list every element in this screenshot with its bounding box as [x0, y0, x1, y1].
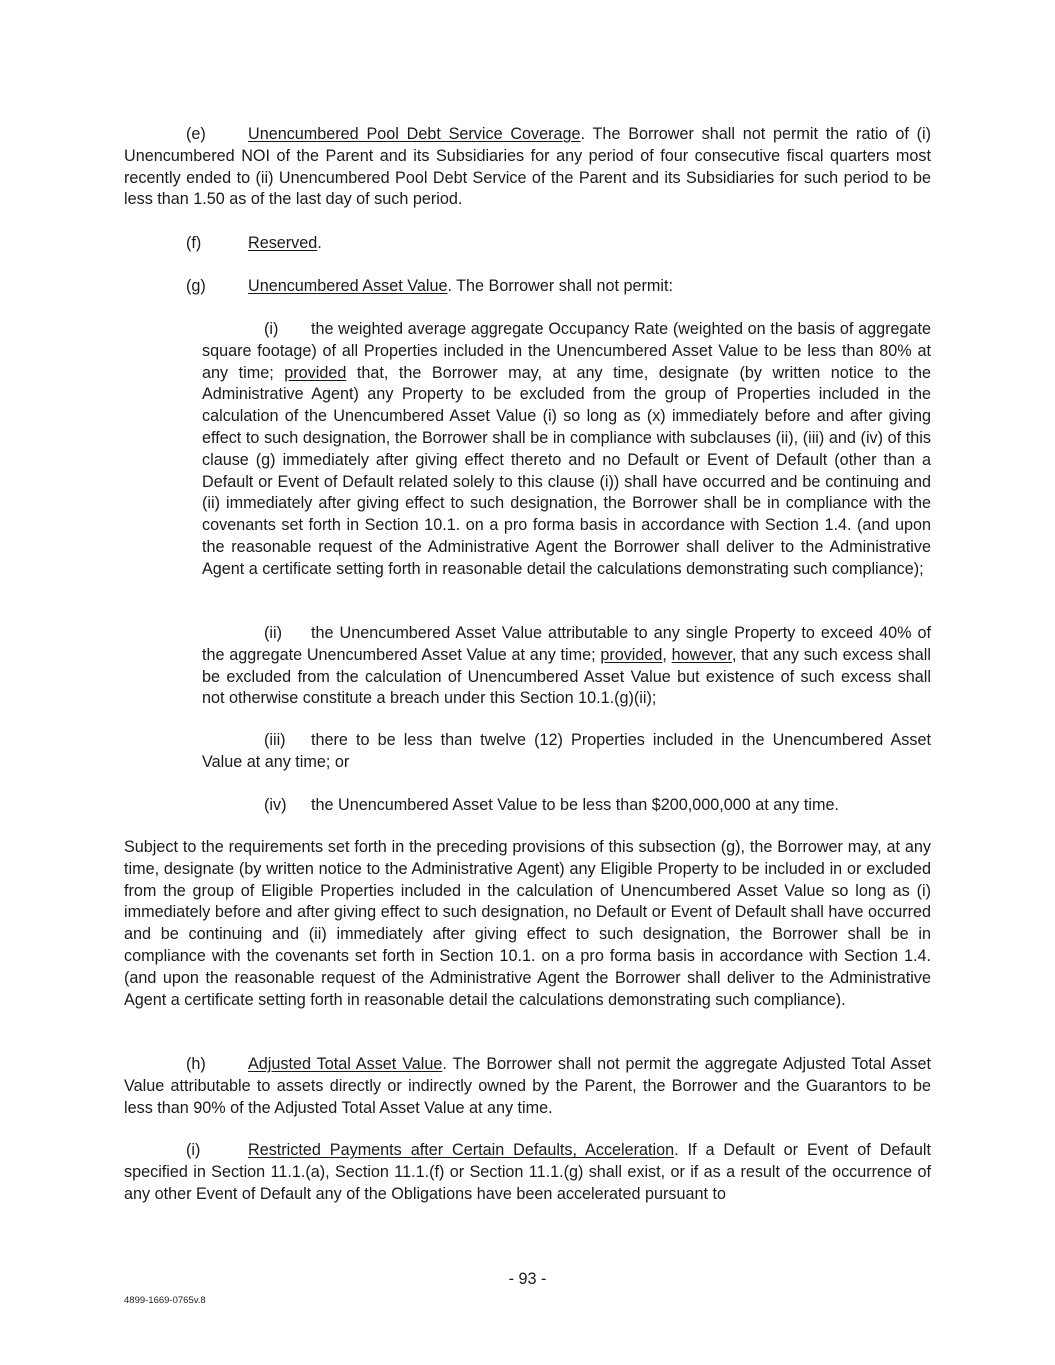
clause-g-title: Unencumbered Asset Value: [248, 277, 448, 295]
clause-i-text: . If a Default or Event of Default specified in Section 11.1.(a), Section 11.1.(f) or Section 11.1.(g) shall exist, or if as a result of the occurrence of any other Event of Default any of the Obligations have been accelerated pursuant to: [124, 1141, 932, 1203]
document-id: 4899-1669-0765v.8: [124, 1295, 206, 1306]
clause-f-label: (f): [186, 234, 202, 252]
clause-g-i-text-a: the weighted average aggregate Occupancy Rate (weighted on the basis of aggregate square footage) of all Properties included in the Unencumbered Asset Value to be less than 80% at any time;: [202, 320, 931, 382]
clause-g-label: (g): [186, 277, 206, 295]
clause-f-title: Reserved: [248, 234, 318, 252]
clause-g-iv-paragraph: [264, 795, 839, 817]
clause-e-label: (e): [186, 125, 206, 143]
clause-g-i-paragraph: [202, 319, 931, 581]
clause-h-text: . The Borrower shall not permit the aggregate Adjusted Total Asset Value attributable to assets directly or indirectly owned by the Parent, the Borrower and the Guarantors to be less than 90% of the Adjusted Total Asset Value at any time.: [124, 1055, 931, 1117]
clause-e-text: . The Borrower shall not permit the ratio of (i) Unencumbered NOI of the Parent and its Subsidiaries for any period of four consecutive fiscal quarters most recently ended to (ii) Unencumbered Pool Debt Service of the Parent and its Subsidiaries for such period to be less than 1.50 as of the last day of such period.: [124, 125, 931, 209]
clause-g-ii-text-a: the Unencumbered Asset Value attributable to any single Property to exceed 40% of the aggregate Unencumbered Asset Value at any time;: [202, 624, 931, 664]
clause-g-iii-label: (iii): [264, 731, 286, 749]
clause-i-paragraph: [124, 1140, 931, 1205]
clause-h-paragraph: [124, 1054, 931, 1119]
clause-f-text: .: [317, 234, 322, 252]
clause-g-ii-label: (ii): [264, 624, 282, 642]
clause-g-ii-paragraph: [202, 623, 931, 710]
clause-g-text: . The Borrower shall not permit:: [447, 277, 673, 295]
clause-h-title: Adjusted Total Asset Value: [248, 1055, 443, 1073]
clause-g-ii-provided: provided: [600, 645, 663, 664]
clause-i-title: Restricted Payments after Certain Defaults, Acceleration: [248, 1141, 675, 1159]
clause-g-iv-label: (iv): [264, 796, 287, 814]
clause-g-i-label: (i): [264, 320, 279, 338]
clause-f-paragraph: [186, 233, 322, 255]
page-number: - 93 -: [508, 1270, 547, 1288]
clause-g-ii-however: however: [671, 645, 732, 664]
clause-g-iii-text: there to be less than twelve (12) Properties included in the Unencumbered Asset Value at any time; or: [202, 731, 931, 771]
clause-i-label: (i): [186, 1141, 201, 1159]
clause-e-title: Unencumbered Pool Debt Service Coverage: [248, 125, 581, 143]
clause-h-label: (h): [186, 1055, 206, 1073]
clause-g-i-provided: provided: [284, 363, 347, 382]
clause-g-ii-comma: ,: [662, 645, 672, 664]
clause-g-i-text-b: that, the Borrower may, at any time, designate (by written notice to the Administrative Agent) any Property to be excluded from the group of Properties included in the calculation of the Unencumbered Asset Value (i) so long as (x) immediately before and after giving effect to such designation, the Borrower shall be in compliance with subclauses (ii), (iii) and (iv) of this clause (g) immediately after giving effect thereto and no Default or Event of Default (other than a Default or Event of Default related solely to this clause (i)) shall have occurred and be continuing and (ii) immediately after giving effect to such designation, the Borrower shall be in compliance with the covenants set forth in Section 10.1. on a pro forma basis in accordance with Section 1.4. (and upon the reasonable request of the Administrative Agent the Borrower shall deliver to the Administrative Agent a certificate setting forth in reasonable detail the calculations demonstrating such compliance);: [202, 363, 931, 578]
clause-e-paragraph: [124, 124, 931, 211]
clause-g-ii-text-b: , that any such excess shall be excluded from the calculation of Unencumbered Asset Value but existence of such excess shall not otherwise constitute a breach under this Section 10.1.(g)(ii);: [202, 645, 931, 708]
clause-g-closing-paragraph: Subject to the requirements set forth in the preceding provisions of this subsection (g), the Borrower may, at any time, designate (by written notice to the Administrative Agent) any Eligible Property to be included in or excluded from the group of Eligible Properties included in the calculation of Unencumbered Asset Value so long as (i) immediately before and after giving effect to such designation, no Default or Event of Default shall have occurred and be continuing and (ii) immediately after giving effect to such designation, the Borrower shall be in compliance with the covenants set forth in Section 10.1. on a pro forma basis in accordance with Section 1.4. (and upon the reasonable request of the Administrative Agent the Borrower shall deliver to the Administrative Agent a certificate setting forth in reasonable detail the calculations demonstrating such compliance).: [124, 838, 931, 1009]
clause-g-iv-text: the Unencumbered Asset Value to be less than $200,000,000 at any time.: [311, 796, 839, 814]
clause-g-iii-paragraph: [202, 730, 931, 774]
clause-g-paragraph: [186, 276, 673, 298]
